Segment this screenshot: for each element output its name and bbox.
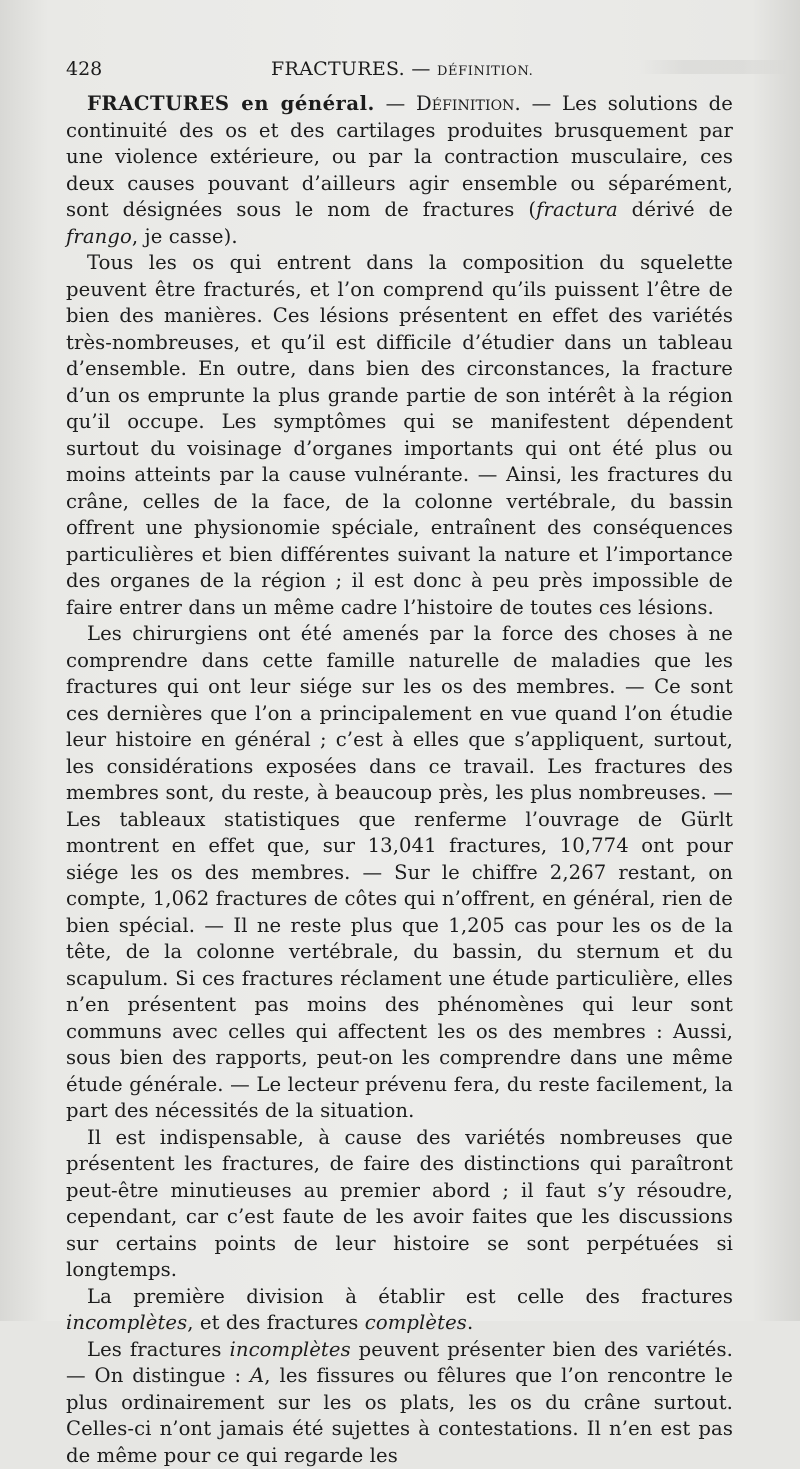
definition-label: Définition. [416, 92, 521, 115]
paragraph-2: Tous les os qui entrent dans la composition du squelette peuvent être fracturés, et l’on comprend qu’ils puissent l’être de bien des manières. Ces lésions présentent en effet des variétés très-nombreuses, et qu’il est difficile d’étudier dans un tableau d’ensemble. En outre, dans bien des circonstances, la fracture d’un os emprunte la plus grande partie de son intérêt à la région qu’il occupe. Les symptômes qui se manifestent dépendent surtout du voisinage d’organes importants qui ont été plus ou moins atteints par la cause vulnérante. — Ainsi, les fractures du crâne, celles de la face, de la colonne vertébrale, du bassin offrent une physionomie spéciale, entraînent des conséquences particulières et bien différentes suivant la nature et l’importance des organes de la région ; il est donc à peu près impossible de faire entrer dans un même cadre l’histoire de toutes ces lésions. [66, 250, 733, 621]
paragraph-1-text-c: dérivé de [618, 198, 733, 221]
paragraph-5-text-a: La première division à établir est celle des fractures [87, 1285, 733, 1308]
paragraph-1-text-b: — Les solutions de continuité des os et des cartilages produites brusquement par une violence extérieure, ou par la contraction musculaire, ces deux causes pouvant d’ailleurs agir ensemble ou séparément, sont désignées sous le nom de fractures ( [66, 92, 733, 221]
paragraph-6 [66, 1337, 733, 1469]
term-completes: complètes [365, 1311, 467, 1334]
page-number: 428 [66, 58, 102, 80]
term-frango: frango [66, 225, 132, 248]
running-title-dash: — [411, 58, 430, 80]
paragraph-1-text-a: — [375, 92, 416, 115]
letter-a: A [250, 1364, 264, 1387]
running-title-main: FRACTURES. [271, 58, 405, 80]
paragraph-5 [66, 1284, 733, 1337]
running-title [271, 58, 533, 80]
running-title-sub: DÉFINITION. [437, 64, 533, 79]
term-incompletes-2: incomplètes [229, 1338, 350, 1361]
paragraph-1 [66, 91, 733, 250]
term-fractura: fractura [536, 198, 618, 221]
paragraph-5-text-b: , et des fractures [187, 1311, 365, 1334]
paragraph-4: Il est indispensable, à cause des variétés nombreuses que présentent les fractures, de faire des distinctions qui paraîtront peut-être minutieuses au premier abord ; il faut s’y résoudre, cependant, car c’est faute de les avoir faites que les discussions sur certains points de leur histoire se sont perpétuées si longtemps. [66, 1125, 733, 1284]
paragraph-3: Les chirurgiens ont été amenés par la force des choses à ne comprendre dans cette famille naturelle de maladies que les fractures qui ont leur siége sur les os des membres. — Ce sont ces dernières que l’on a principalement en vue quand l’on étudie leur histoire en général ; c’est à elles que s’appliquent, surtout, les considérations exposées dans ce travail. Les fractures des membres sont, du reste, à beaucoup près, les plus nombreuses. — Les tableaux statistiques que renferme l’ouvrage de Gürlt montrent en effet que, sur 13,041 fractures, 10,774 ont pour siége les os des membres. — Sur le chiffre 2,267 restant, on compte, 1,062 fractures de côtes qui n’offrent, en général, rien de bien spécial. — Il ne reste plus que 1,205 cas pour les os de la tête, de la colonne vertébrale, du bassin, du sternum et du scapulum. Si ces fractures réclament une étude particulière, elles n’en présentent pas moins des phénomènes qui leur sont communs avec celles qui affectent les os des membres : Aussi, sous bien des rapports, peut-on les comprendre dans une même étude générale. — Le lecteur prévenu fera, du reste facilement, la part des nécessités de la situation. [66, 621, 733, 1125]
section-heading: FRACTURES en général. [87, 92, 375, 115]
paragraph-6-text-c: , les fissures ou fêlures que l’on rencontre le plus ordinairement sur les os plats, les os du crâne surtout. Celles-ci n’ont jamais été sujettes à contestations. Il n’en est pas de même pour ce qui regarde les [66, 1364, 733, 1467]
running-head [66, 58, 734, 88]
term-incompletes: incomplètes [66, 1311, 187, 1334]
paragraph-6-text-b: peuvent présenter bien des variétés. — On distingue : [66, 1338, 733, 1388]
paragraph-5-text-c: . [467, 1311, 473, 1334]
paragraph-1-text-d: , je casse). [132, 225, 238, 248]
body-text [66, 91, 733, 1469]
paragraph-6-text-a: Les fractures [87, 1338, 229, 1361]
